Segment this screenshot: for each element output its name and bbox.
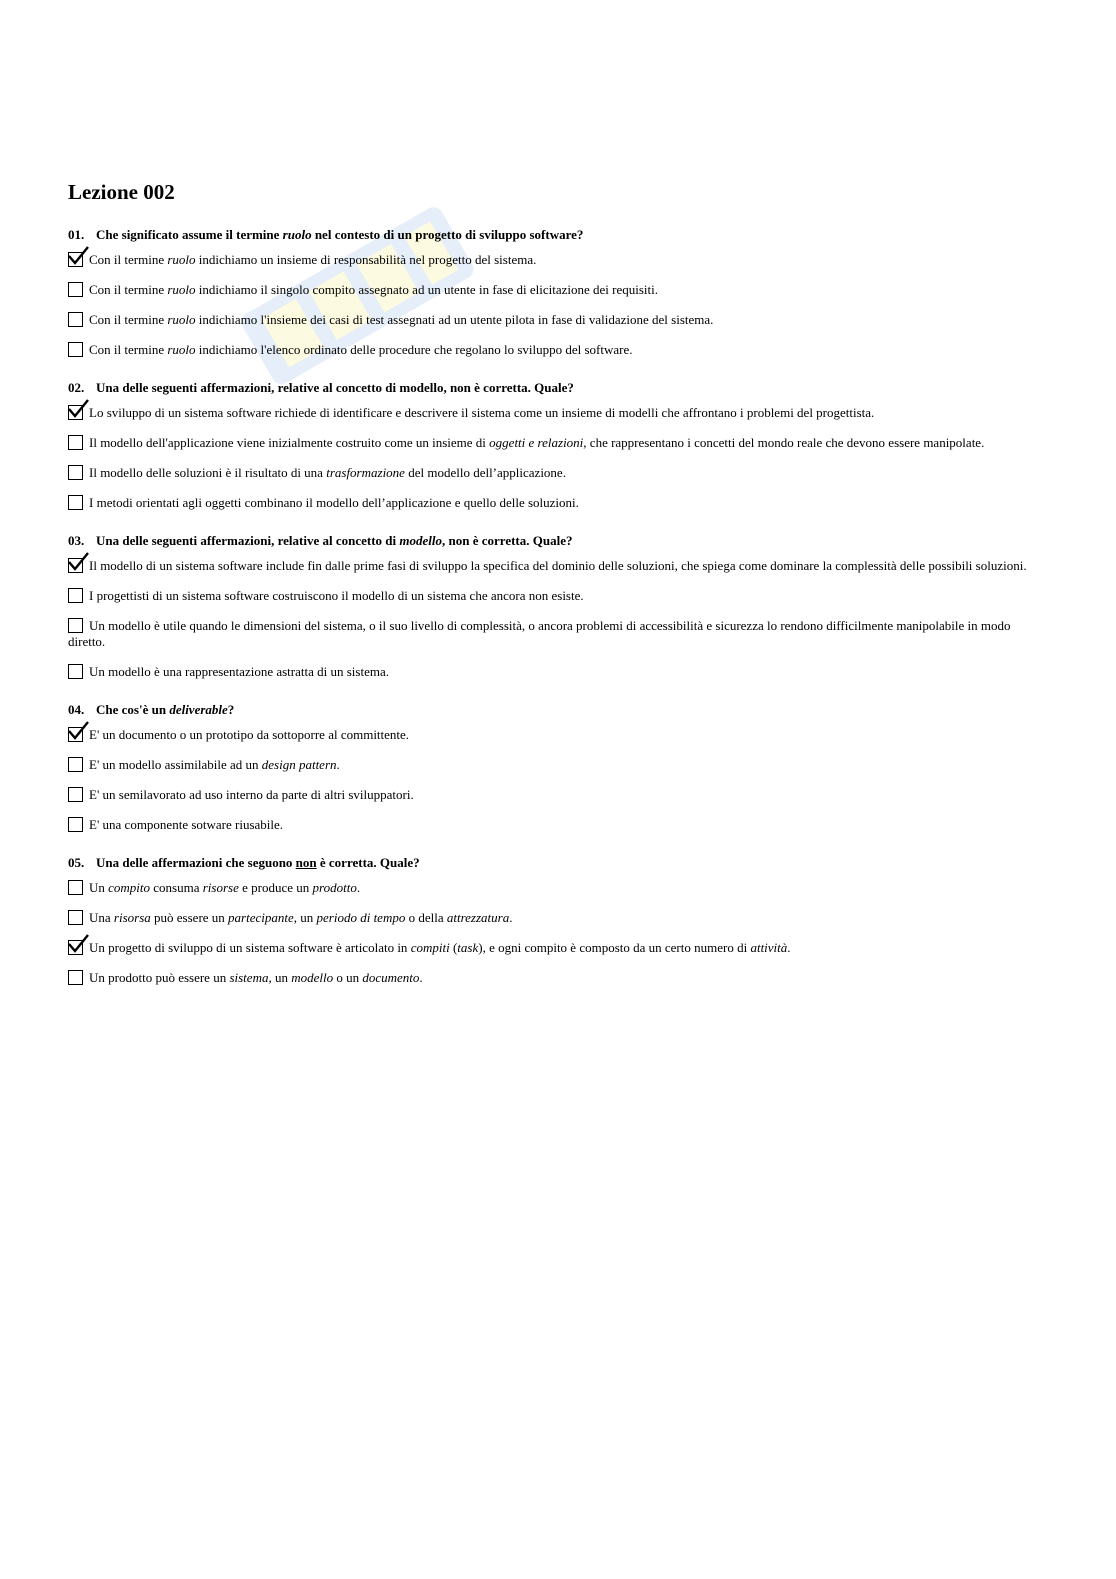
answer-checkbox[interactable] [68, 588, 83, 603]
answer-option: Il modello dell'applicazione viene inizialmente costruito come un insieme di oggetti e relazioni, che rappresentano i concetti del mondo reale che devono essere manipolate. [68, 435, 1043, 451]
answer-option: Un progetto di sviluppo di un sistema software è articolato in compiti (task), e ogni compito è composto da un certo numero di attività. [68, 940, 1043, 956]
answer-checkbox[interactable] [68, 282, 83, 297]
answer-option: Lo sviluppo di un sistema software richiede di identificare e descrivere il sistema come un insieme di modelli che affrontano i problemi del progettista. [68, 405, 1043, 421]
answer-option: Con il termine ruolo indichiamo l'elenco ordinato delle procedure che regolano lo sviluppo del software. [68, 342, 1043, 358]
question-01 [68, 226, 1043, 358]
answer-option: I progettisti di un sistema software costruiscono il modello di un sistema che ancora non esiste. [68, 588, 1043, 604]
answer-checkbox[interactable] [68, 558, 83, 573]
answer-checkbox[interactable] [68, 664, 83, 679]
answer-option: Il modello di un sistema software include fin dalle prime fasi di sviluppo la specifica del dominio delle soluzioni, che spiega come dominare la complessità delle possibili soluzioni. [68, 558, 1043, 574]
answer-checkbox[interactable] [68, 435, 83, 450]
answer-option: I metodi orientati agli oggetti combinano il modello dell’applicazione e quello delle soluzioni. [68, 495, 1043, 511]
answer-option: Con il termine ruolo indichiamo l'insieme dei casi di test assegnati ad un utente pilota in fase di validazione del sistema. [68, 312, 1043, 328]
answer-option: Un modello è utile quando le dimensioni del sistema, o il suo livello di complessità, o ancora problemi di accessibilità e sicurezza lo rendono difficilmente manipolabile in modo diretto. [68, 618, 1011, 649]
question-text: 03. Una delle seguenti affermazioni, relative al concetto di modello, non è corretta. Quale? [68, 533, 573, 548]
question-number: 04. [68, 702, 85, 717]
question-number: 05. [68, 855, 85, 870]
checkmark-icon [68, 399, 90, 421]
question-02 [68, 379, 1043, 511]
answer-option: Un prodotto può essere un sistema, un modello o un documento. [68, 970, 1043, 986]
checkmark-icon [68, 934, 90, 956]
answer-checkbox[interactable] [68, 757, 83, 772]
question-text: 01. Che significato assume il termine ruolo nel contesto di un progetto di sviluppo software? [68, 227, 584, 242]
question-text: 05. Una delle affermazioni che seguono non è corretta. Quale? [68, 855, 420, 870]
question-03 [68, 532, 1043, 680]
question-05 [68, 854, 1043, 986]
answer-option: E' un semilavorato ad uso interno da parte di altri sviluppatori. [68, 787, 1043, 803]
answer-checkbox[interactable] [68, 312, 83, 327]
checkmark-icon [68, 721, 90, 743]
answer-checkbox[interactable] [68, 940, 83, 955]
answer-option: Il modello delle soluzioni è il risultato di una trasformazione del modello dell’applicazione. [68, 465, 1043, 481]
answer-checkbox[interactable] [68, 495, 83, 510]
answer-checkbox[interactable] [68, 342, 83, 357]
answer-checkbox[interactable] [68, 465, 83, 480]
answer-checkbox[interactable] [68, 970, 83, 985]
answer-checkbox[interactable] [68, 252, 83, 267]
question-04 [68, 701, 1043, 833]
answer-checkbox[interactable] [68, 787, 83, 802]
answer-checkbox[interactable] [68, 880, 83, 895]
lesson-title: Lezione 002 [68, 180, 175, 204]
answer-option: Con il termine ruolo indichiamo il singolo compito assegnato ad un utente in fase di elicitazione dei requisiti. [68, 282, 1043, 298]
checkmark-icon [68, 246, 90, 268]
question-text: 02. Una delle seguenti affermazioni, relative al concetto di modello, non è corretta. Quale? [68, 380, 574, 395]
checkmark-icon [68, 552, 90, 574]
answer-option: Un compito consuma risorse e produce un prodotto. [68, 880, 1043, 896]
answer-option: E' un documento o un prototipo da sottoporre al committente. [68, 727, 1043, 743]
answer-checkbox[interactable] [68, 817, 83, 832]
answer-option: E' una componente sotware riusabile. [68, 817, 1043, 833]
answer-option: E' un modello assimilabile ad un design pattern. [68, 757, 1043, 773]
question-number: 01. [68, 227, 85, 242]
answer-option: Una risorsa può essere un partecipante, un periodo di tempo o della attrezzatura. [68, 910, 1043, 926]
answer-checkbox[interactable] [68, 910, 83, 925]
answer-checkbox[interactable] [68, 618, 83, 633]
document-body [68, 178, 1043, 1007]
answer-checkbox[interactable] [68, 405, 83, 420]
answer-option: Con il termine ruolo indichiamo un insieme di responsabilità nel progetto del sistema. [68, 252, 1043, 268]
question-number: 02. [68, 380, 85, 395]
answer-checkbox[interactable] [68, 727, 83, 742]
question-number: 03. [68, 533, 85, 548]
question-text: 04. Che cos'è un deliverable? [68, 702, 235, 717]
answer-option: Un modello è una rappresentazione astratta di un sistema. [68, 664, 1043, 680]
